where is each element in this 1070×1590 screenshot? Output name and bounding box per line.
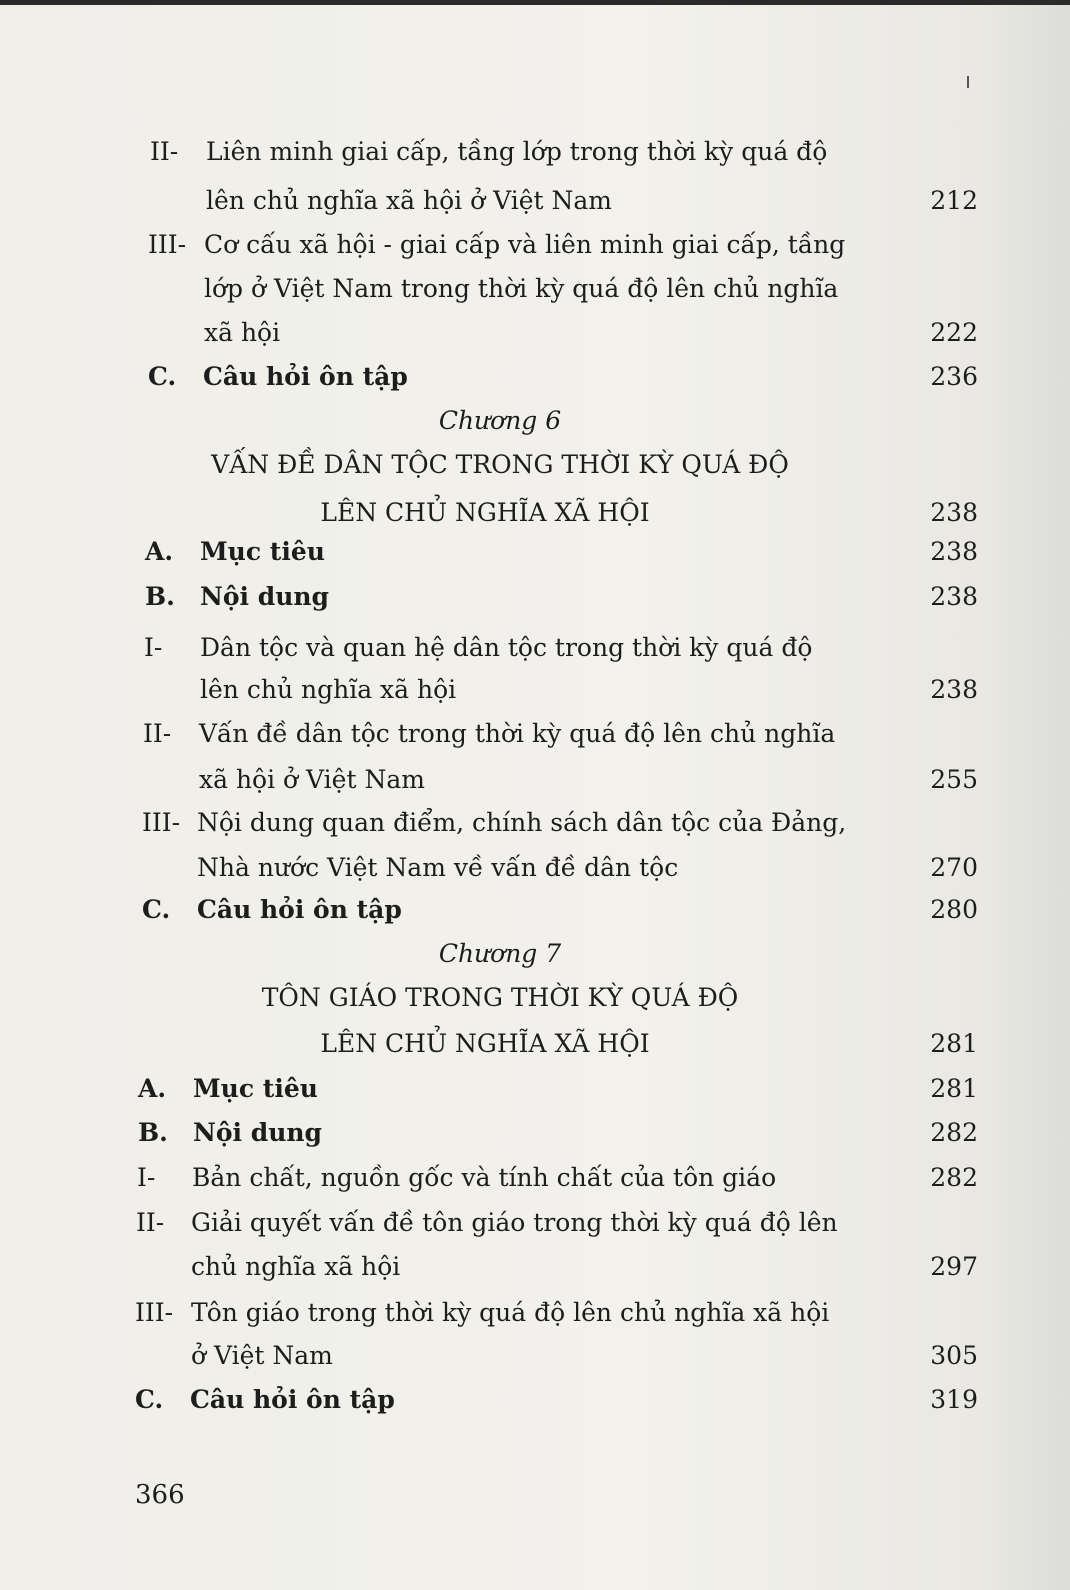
entry-number: II- bbox=[150, 137, 179, 166]
chapter-title-line bbox=[0, 1024, 1070, 1064]
entry-title: lên chủ nghĩa xã hội bbox=[200, 675, 457, 704]
entry-page: 280 bbox=[930, 895, 978, 924]
toc-line bbox=[0, 225, 1070, 265]
entry-number: C. bbox=[135, 1385, 164, 1414]
entry-page: 270 bbox=[930, 853, 978, 882]
entry-page: 212 bbox=[930, 186, 978, 215]
toc-line bbox=[0, 269, 1070, 309]
entry-page: 238 bbox=[930, 582, 978, 611]
entry-title: lên chủ nghĩa xã hội ở Việt Nam bbox=[206, 186, 612, 215]
toc-line bbox=[0, 1380, 1070, 1420]
entry-page: 319 bbox=[930, 1385, 978, 1414]
entry-page: 282 bbox=[930, 1163, 978, 1192]
entry-title: Mục tiêu bbox=[193, 1074, 318, 1103]
entry-page: 222 bbox=[930, 318, 978, 347]
toc-line bbox=[0, 890, 1070, 930]
entry-page: 238 bbox=[930, 675, 978, 704]
entry-number: C. bbox=[142, 895, 171, 924]
toc-line bbox=[0, 760, 1070, 800]
entry-page: 236 bbox=[930, 362, 978, 391]
entry-number: A. bbox=[145, 537, 174, 566]
entry-page: 305 bbox=[930, 1341, 978, 1370]
toc-line bbox=[0, 848, 1070, 888]
toc-line bbox=[0, 313, 1070, 353]
chapter-title-line bbox=[0, 445, 1070, 485]
toc-line bbox=[0, 670, 1070, 710]
toc-line bbox=[0, 181, 1070, 221]
entry-title: Nhà nước Việt Nam về vấn đề dân tộc bbox=[197, 853, 679, 882]
entry-title: Câu hỏi ôn tập bbox=[197, 895, 402, 924]
entry-title: Dân tộc và quan hệ dân tộc trong thời kỳ quá độ bbox=[200, 633, 813, 662]
entry-page: 281 bbox=[930, 1074, 978, 1103]
chapter-title: LÊN CHỦ NGHĨA XÃ HỘI bbox=[320, 498, 650, 527]
entry-page: 297 bbox=[930, 1252, 978, 1281]
toc-line bbox=[0, 532, 1070, 572]
entry-title: Liên minh giai cấp, tầng lớp trong thời kỳ quá độ bbox=[206, 137, 828, 166]
toc-line bbox=[0, 1069, 1070, 1109]
chapter-title: VẤN ĐỀ DÂN TỘC TRONG THỜI KỲ QUÁ ĐỘ bbox=[211, 450, 789, 479]
entry-title: Câu hỏi ôn tập bbox=[203, 362, 408, 391]
entry-title: Câu hỏi ôn tập bbox=[190, 1385, 395, 1414]
entry-title: xã hội ở Việt Nam bbox=[199, 765, 425, 794]
entry-number: III- bbox=[135, 1298, 174, 1327]
toc-line bbox=[0, 577, 1070, 617]
toc-line bbox=[0, 803, 1070, 843]
toc-line bbox=[0, 714, 1070, 754]
entry-title: lớp ở Việt Nam trong thời kỳ quá độ lên chủ nghĩa bbox=[204, 274, 839, 303]
chapter-title: TÔN GIÁO TRONG THỜI KỲ QUÁ ĐỘ bbox=[261, 983, 739, 1012]
entry-number: III- bbox=[142, 808, 181, 837]
entry-number: A. bbox=[138, 1074, 167, 1103]
entry-title: Nội dung bbox=[200, 582, 330, 611]
entry-page: 238 bbox=[930, 498, 978, 527]
entry-number: B. bbox=[145, 582, 175, 611]
chapter-number: Chương 7 bbox=[438, 939, 562, 968]
chapter-title-line bbox=[0, 493, 1070, 533]
toc-line bbox=[0, 628, 1070, 668]
entry-number: I- bbox=[144, 633, 163, 662]
entry-page: 238 bbox=[930, 537, 978, 566]
entry-title: Nội dung quan điểm, chính sách dân tộc của Đảng, bbox=[197, 808, 847, 837]
toc-line bbox=[0, 1336, 1070, 1376]
toc-line bbox=[0, 1113, 1070, 1153]
entry-title: Bản chất, nguồn gốc và tính chất của tôn giáo bbox=[192, 1163, 777, 1192]
entry-number: I- bbox=[137, 1163, 156, 1192]
entry-number: III- bbox=[148, 230, 187, 259]
entry-page: 255 bbox=[930, 765, 978, 794]
toc-line bbox=[0, 1293, 1070, 1333]
chapter-label bbox=[0, 401, 1070, 441]
chapter-title-line bbox=[0, 978, 1070, 1018]
entry-title: Vấn đề dân tộc trong thời kỳ quá độ lên chủ nghĩa bbox=[199, 719, 836, 748]
toc-line bbox=[0, 357, 1070, 397]
entry-title: Nội dung bbox=[193, 1118, 323, 1147]
toc-line bbox=[0, 1158, 1070, 1198]
entry-number: II- bbox=[136, 1208, 165, 1237]
entry-number: B. bbox=[138, 1118, 168, 1147]
entry-page: 281 bbox=[930, 1029, 978, 1058]
entry-title: Giải quyết vấn đề tôn giáo trong thời kỳ quá độ lên bbox=[191, 1208, 838, 1237]
entry-page: 282 bbox=[930, 1118, 978, 1147]
toc-line bbox=[0, 1203, 1070, 1243]
entry-number: C. bbox=[148, 362, 177, 391]
toc-line bbox=[0, 1247, 1070, 1287]
entry-title: Mục tiêu bbox=[200, 537, 325, 566]
entry-title: chủ nghĩa xã hội bbox=[191, 1252, 401, 1281]
chapter-title: LÊN CHỦ NGHĨA XÃ HỘI bbox=[320, 1029, 650, 1058]
entry-number: II- bbox=[143, 719, 172, 748]
toc-line bbox=[0, 132, 1070, 172]
page-number: 366 bbox=[135, 1480, 185, 1510]
entry-title: Tôn giáo trong thời kỳ quá độ lên chủ nghĩa xã hội bbox=[191, 1298, 830, 1327]
entry-title: Cơ cấu xã hội - giai cấp và liên minh giai cấp, tầng bbox=[204, 230, 846, 259]
entry-title: xã hội bbox=[204, 318, 281, 347]
chapter-label bbox=[0, 934, 1070, 974]
entry-title: ở Việt Nam bbox=[191, 1341, 333, 1370]
chapter-number: Chương 6 bbox=[438, 406, 562, 435]
